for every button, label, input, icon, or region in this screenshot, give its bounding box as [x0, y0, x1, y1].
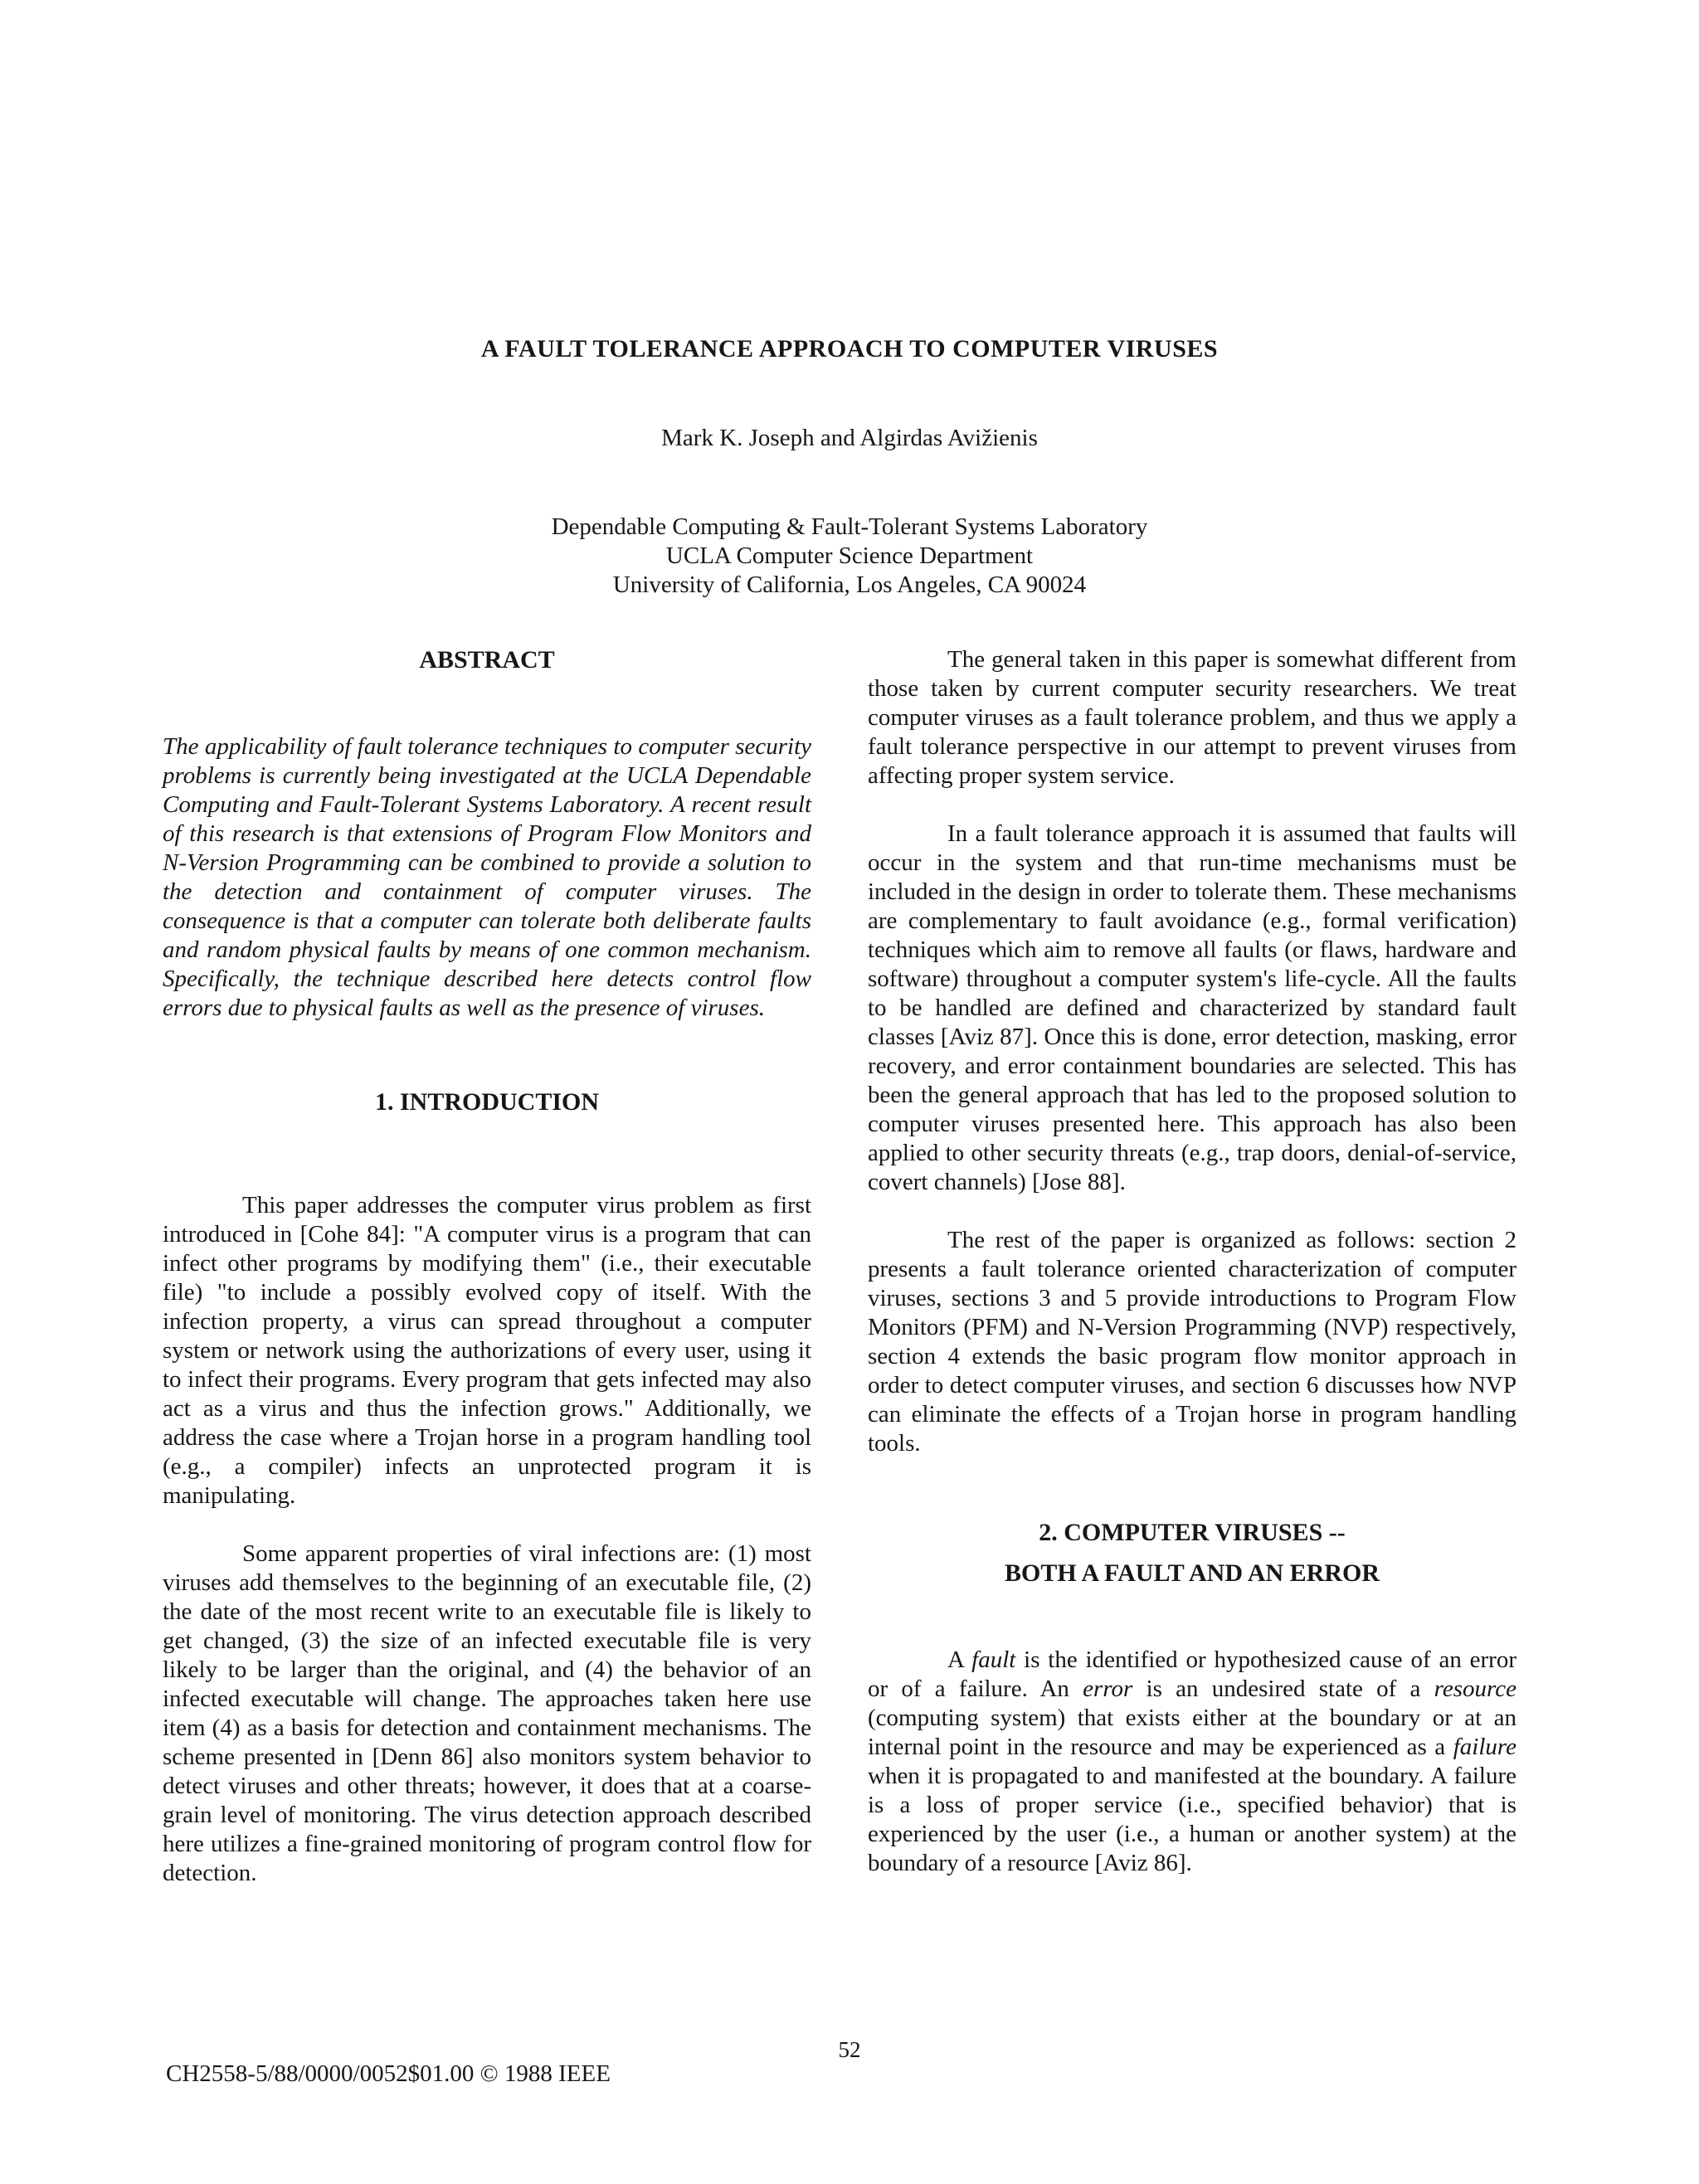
abstract-text: The applicability of fault tolerance techniques to computer security problems is currently being investigated at the UCLA Dependable Computing and Fault-Tolerant Systems Laboratory. A recent result of this research is that extensions of Program Flow Monitors and N-Version Programming can be combined to provide a solution to the detection and containment of computer viruses. The consequence is that a computer can tolerate both deliberate faults and random physical faults by means of one common mechanism. Specifically, the technique described here detects control flow errors due to physical faults as well as the presence of viruses. [163, 733, 811, 1021]
term-resource: resource [1434, 1676, 1516, 1702]
text-run: when it is propagated to and manifested at the boundary. A failure is a loss of proper service (i.e., specified behavior) that is experienced by the user (i.e., a human or another system) at the boundary of a resource [Aviz 86]. [868, 1763, 1516, 1876]
fault-definition-paragraph [868, 1646, 1516, 1878]
page-number: 52 [838, 2037, 861, 2062]
left-column [163, 645, 811, 1888]
term-fault: fault [971, 1647, 1016, 1673]
intro-paragraph-1: This paper addresses the computer virus problem as first introduced in [Cohe 84]: "A computer virus is a program that can infect other programs by modifying them" (i.e., their executable file) "to include a possibly evolved copy of itself. With the infection property, a virus can spread throughout a computer system or network using the authorizations of every user, using it to infect their programs. Every program that gets infected may also act as a virus and thus the infection grows." Additionally, we address the case where a Trojan horse in a program handling tool (e.g., a compiler) infects an unprotected program it is manipulating. [163, 1192, 811, 1509]
term-error: error [1083, 1676, 1133, 1702]
term-failure: failure [1453, 1734, 1516, 1760]
affiliation-line-university: University of California, Los Angeles, CA 90024 [612, 572, 1087, 598]
abstract-heading: ABSTRACT [419, 646, 555, 674]
affiliation-line-lab: Dependable Computing & Fault-Tolerant Systems Laboratory [551, 513, 1148, 540]
paper-authors: Mark K. Joseph and Algirdas Avižienis [661, 425, 1038, 451]
affiliation-line-department: UCLA Computer Science Department [665, 542, 1034, 569]
text-run: is an undesired state of a [1132, 1676, 1434, 1702]
text-run: A [947, 1647, 972, 1673]
right-column [868, 645, 1516, 1878]
paper-title: A FAULT TOLERANCE APPROACH TO COMPUTER VIRUSES [480, 335, 1219, 362]
introduction-heading: 1. INTRODUCTION [374, 1088, 600, 1116]
text-run: (computing system) that exists either at the boundary or at an internal point in the resource and may be experienced as a [868, 1705, 1516, 1760]
copyright-line: CH2558-5/88/0000/0052$01.00 © 1988 IEEE [166, 2060, 611, 2087]
approach-paragraph: The general taken in this paper is somewhat different from those taken by current computer security researchers. We treat computer viruses as a fault tolerance problem, and thus we apply a fault tolerance perspective in our attempt to prevent viruses from affecting proper system service. [868, 646, 1516, 789]
section-2-heading-line-2: BOTH A FAULT AND AN ERROR [1004, 1559, 1380, 1587]
author-affiliation [0, 513, 1699, 600]
text-run: is the identified or hypothesized cause of an error or of a failure. An [868, 1647, 1516, 1702]
fault-tolerance-paragraph: In a fault tolerance approach it is assumed that faults will occur in the system and that run-time mechanisms must be included in the design in order to tolerate them. These mechanisms are complementary to fault avoidance (e.g., formal verification) techniques which aim to remove all faults (or flaws, hardware and software) throughout a computer system's life-cycle. All the faults to be handled are defined and characterized by standard fault classes [Aviz 87]. Once this is done, error detection, masking, error recovery, and error containment boundaries are selected. This has been the general approach that has led to the proposed solution to computer viruses presented here. This approach has also been applied to other security threats (e.g., trap doors, denial-of-service, covert channels) [Jose 88]. [868, 820, 1516, 1195]
organization-paragraph: The rest of the paper is organized as follows: section 2 presents a fault tolerance oriented characterization of computer viruses, sections 3 and 5 provide introductions to Program Flow Monitors (PFM) and N-Version Programming (NVP) respectively, section 4 extends the basic program flow monitor approach in order to detect computer viruses, and section 6 discusses how NVP can eliminate the effects of a Trojan horse in program handling tools. [868, 1227, 1516, 1457]
intro-paragraph-2: Some apparent properties of viral infections are: (1) most viruses add themselves to the beginning of an executable file, (2) the date of the most recent write to an executable file is likely to get changed, (3) the size of an infected executable file is very likely to be larger than the original, and (4) the behavior of an infected executable will change. The approaches taken here use item (4) as a basis for detection and containment mechanisms. The scheme presented in [Denn 86] also monitors system behavior to detect viruses and other threats; however, it does that at a coarse-grain level of monitoring. The virus detection approach described here utilizes a fine-grained monitoring of program control flow for detection. [163, 1540, 811, 1886]
section-2-heading-line-1: 2. COMPUTER VIRUSES -- [1039, 1519, 1346, 1546]
